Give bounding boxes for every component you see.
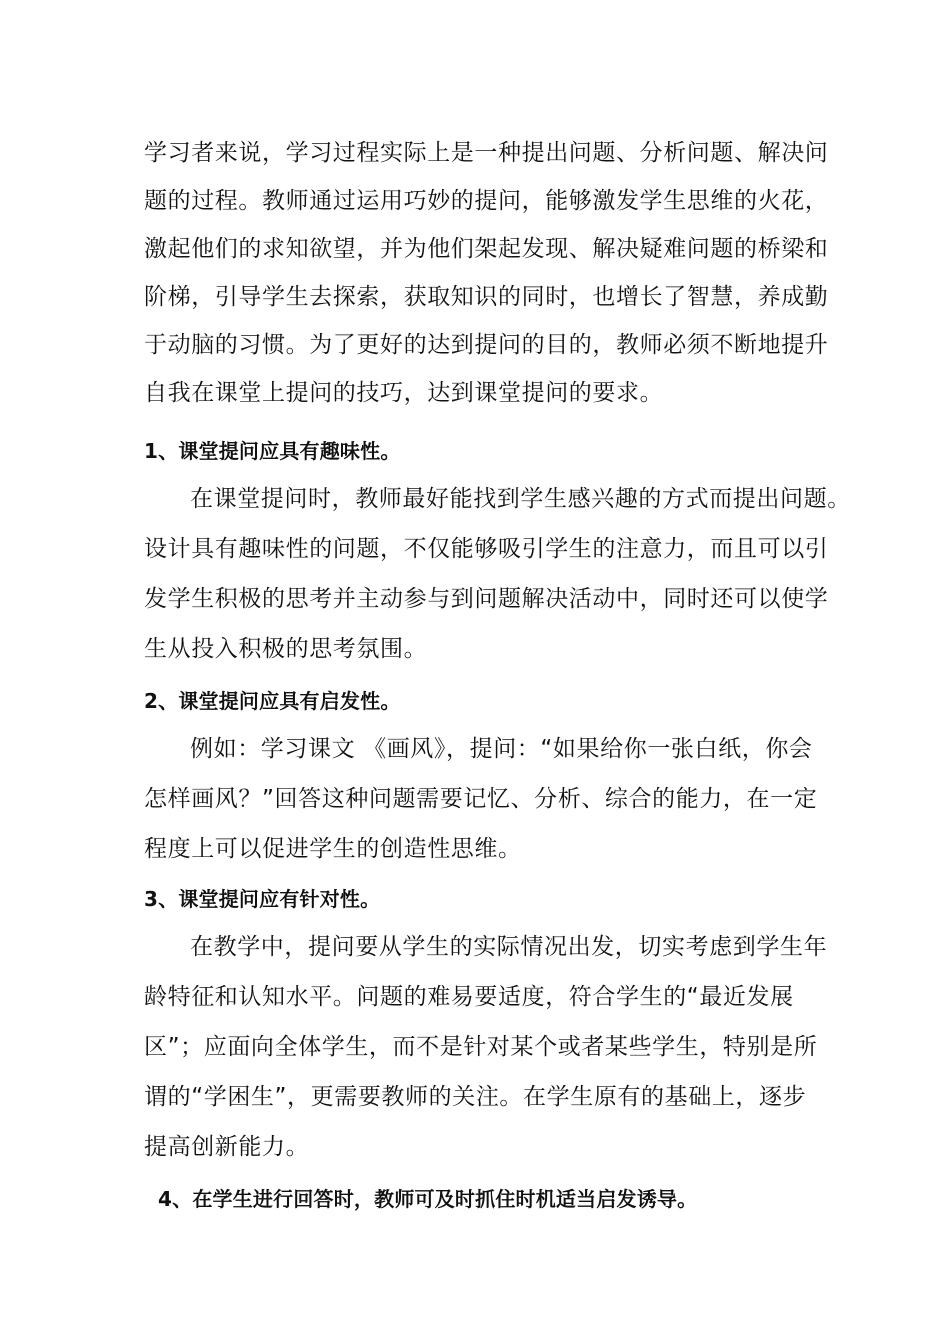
- intro-line: 激起他们的求知欲望，并为他们架起发现、解决疑难问题的桥梁和: [144, 236, 829, 262]
- section-heading: 1、课堂提问应具有趣味性。: [144, 439, 401, 463]
- section-heading: 2、课堂提问应具有启发性。: [144, 689, 401, 713]
- intro-line: 题的过程。教师通过运用巧妙的提问，能够激发学生思维的火花，: [144, 188, 829, 214]
- paragraph-line: 谓的“学困生”，更需要教师的关注。在学生原有的基础上，逐步: [144, 1084, 807, 1110]
- paragraph-line: 提高创新能力。: [144, 1134, 310, 1160]
- paragraph-line: 发学生积极的思考并主动参与到问题解决活动中，同时还可以使学: [144, 586, 829, 612]
- paragraph-line: 龄特征和认知水平。问题的难易要适度，符合学生的“最近发展: [144, 984, 794, 1010]
- section-heading: 3、课堂提问应有针对性。: [144, 887, 381, 911]
- paragraph-line: 程度上可以促进学生的创造性思维。: [144, 836, 522, 862]
- intro-line: 于动脑的习惯。为了更好的达到提问的目的，教师必须不断地提升: [144, 332, 829, 358]
- paragraph-line: 设计具有趣味性的问题，不仅能够吸引学生的注意力，而且可以引: [144, 536, 829, 562]
- section-heading: 4、在学生进行回答时，教师可及时抓住时机适当启发诱导。: [158, 1187, 698, 1211]
- paragraph-line: 生从投入积极的思考氛围。: [144, 636, 428, 662]
- paragraph-line: 例如：学习课文 《画风》，提问：“如果给你一张白纸，你会: [190, 736, 813, 762]
- intro-line: 自我在课堂上提问的技巧，达到课堂提问的要求。: [144, 380, 664, 406]
- paragraph-line: 怎样画风？”回答这种问题需要记忆、分析、综合的能力，在一定: [144, 786, 818, 812]
- intro-line: 学习者来说，学习过程实际上是一种提出问题、分析问题、解决问: [144, 140, 829, 166]
- paragraph-line: 区”；应面向全体学生，而不是针对某个或者某些学生，特别是所: [144, 1034, 818, 1060]
- paragraph-line: 在教学中，提问要从学生的实际情况出发，切实考虑到学生年: [190, 934, 828, 960]
- paragraph-line: 在课堂提问时，教师最好能找到学生感兴趣的方式而提出问题。: [190, 486, 851, 512]
- intro-line: 阶梯，引导学生去探索，获取知识的同时，也增长了智慧，养成勤: [144, 284, 829, 310]
